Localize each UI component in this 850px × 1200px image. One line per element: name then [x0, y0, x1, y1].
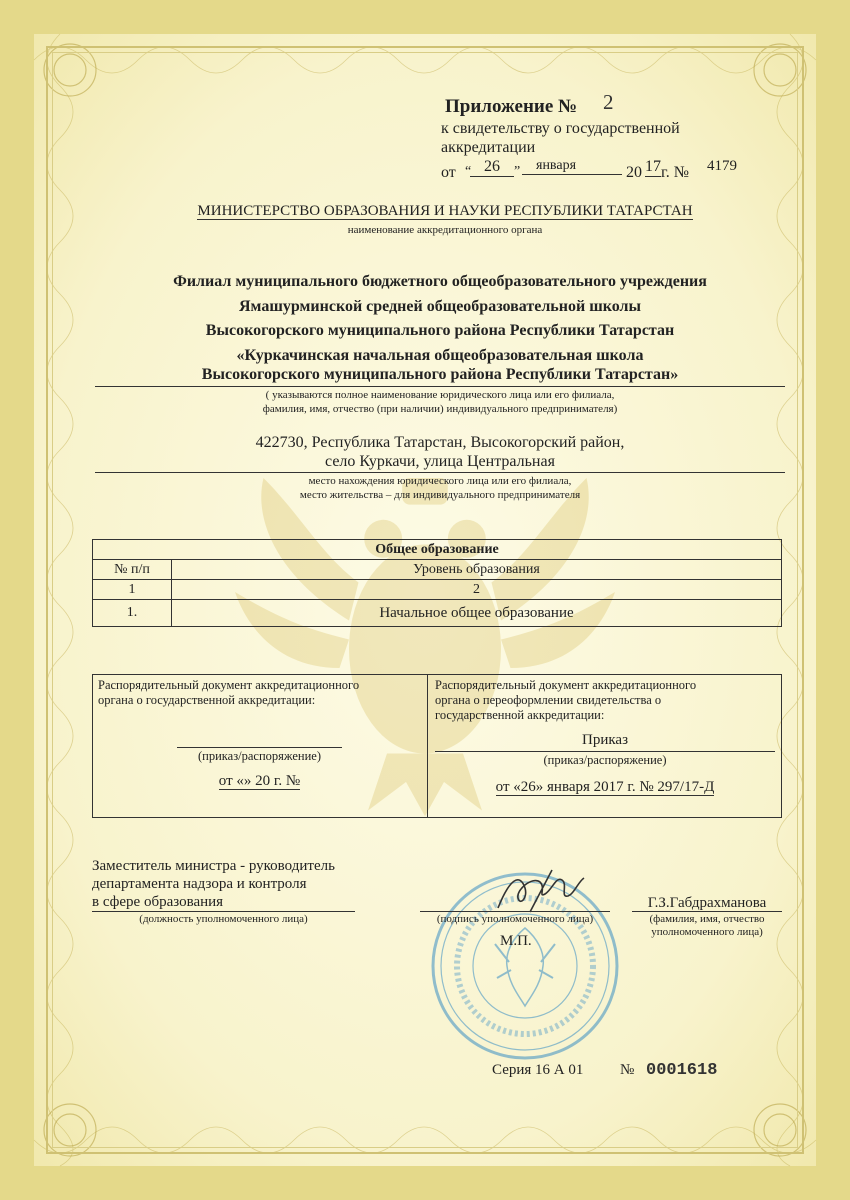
year-prefix: 20 [626, 164, 642, 181]
name-caption-2: уполномоченного лица) [651, 926, 763, 938]
signature-caption: (подпись уполномоченного лица) [436, 913, 594, 925]
org-caption-2: фамилия, имя, отчество (при наличии) индивидуального предпринимателя) [262, 403, 618, 415]
right-heading-2: органа о переоформлении свидетельства о [435, 693, 662, 707]
col-header-number: № п/п [93, 560, 172, 580]
org-line-1: Филиал муниципального бюджетного общеобразовательного учреждения [173, 273, 707, 290]
right-date: от «26» января 2017 г. № 297/17-Д [495, 779, 715, 795]
education-table [92, 539, 782, 627]
series-number-label: № [620, 1062, 635, 1078]
certificate-page: Приложение № 2 к свидетельству о государственной аккредитации от “ 26 ” января 20 17 г. № 4179 МИНИСТЕРСТВО ОБРАЗОВАНИЯ И НАУКИ РЕСПУБЛИКИ ТАТАРСТАН наименование аккредитационного органа Филиал муниципального бюджетного общеобразовательного учреждения Ямашурминской средней общеобразовательной школы Высокогорского муниципального района Республики Татарстан «Куркачинская начальная общеобразовательная школа Высокогорского муниципального района Республики Татарстан» ( указываются полное наименование юридического лица или его филиала, фамилия, имя, отчество (при наличии) индивидуального предпринимателя) 422730, Республика Татарстан, Высокогорский район, село Куркачи, улица Центральная место нахождения юридического лица или его филиала, место жительства – для индивидуального предпринимателя Общее образование № п/п Уровень образования 1 2 1. Начальное общее образование Распорядительный документ аккредитационного органа о государственной аккредитации: (приказ/распоряжение) от «» 20 г. № Распорядительный документ аккредитационного органа о переоформлении свидетельства о государственной аккредитации: Приказ (приказ/распоряжение) от «26» января 2017 г. № 297/17-Д Заместитель министра - руководитель департамента надзора и контроля в сфере образования (должность уполномоченного лица) (подпись уполномоченного лица) М.П. Г.З.Габдрахманова (фамилия, имя, отчество уполномоченного лица) Серия 16 А 01 № 0001618 [0, 0, 850, 1200]
registration-number: 4179 [707, 158, 737, 174]
right-heading-1: Распорядительный документ аккредитационного [435, 678, 697, 692]
org-line-4: «Куркачинская начальная общеобразовательная школа [236, 347, 644, 364]
position-line-2: департамента надзора и контроля [92, 876, 307, 892]
appendix-number: 2 [603, 90, 614, 114]
address-line-2: село Куркачи, улица Центральная [325, 453, 555, 470]
name-caption-1: (фамилия, имя, отчество [649, 913, 765, 925]
org-line-5: Высокогорского муниципального района Республики Татарстан» [201, 366, 679, 383]
right-doc-line [435, 751, 775, 752]
name-underline [632, 911, 782, 912]
left-heading-1: Распорядительный документ аккредитационного [98, 678, 360, 692]
table-row [93, 600, 782, 627]
org-line-2: Ямашурминской средней общеобразовательной школы [239, 298, 641, 315]
signatory-name: Г.З.Габдрахманова [647, 895, 767, 911]
position-underline [92, 911, 355, 912]
row-number: 1. [93, 600, 172, 627]
col-index-1: 1 [93, 580, 172, 600]
education-table-title: Общее образование [93, 540, 782, 560]
row-level: Начальное общее образование [172, 600, 782, 627]
address-underline [95, 472, 785, 473]
position-caption: (должность уполномоченного лица) [139, 913, 308, 925]
authority-caption: наименование аккредитационного органа [347, 224, 543, 236]
accreditation-docs-box [92, 674, 782, 818]
address-line-1: 422730, Республика Татарстан, Высокогорский район, [255, 434, 625, 451]
col-index-2: 2 [172, 580, 782, 600]
left-date: от «» 20 г. № [218, 773, 301, 789]
left-caption: (приказ/распоряжение) [197, 749, 322, 763]
appendix-line1: к свидетельству о государственной [441, 120, 680, 137]
right-doc-type: Приказ [581, 732, 628, 748]
seal-label: М.П. [500, 933, 532, 949]
certificate-month: января [522, 158, 622, 175]
series-label: Серия 16 А 01 [492, 1062, 584, 1078]
org-line-3: Высокогорского муниципального района Республики Татарстан [205, 322, 675, 339]
appendix-title: Приложение № [445, 96, 578, 117]
year-suffix: 17 [645, 158, 661, 175]
org-underline [95, 386, 785, 387]
left-doc-line [177, 747, 342, 748]
address-caption-1: место нахождения юридического лица или его филиала, [308, 475, 572, 487]
right-heading-3: государственной аккредитации: [435, 708, 605, 722]
position-line-3: в сфере образования [92, 894, 224, 910]
date-prefix: от [441, 164, 456, 181]
authority-name: МИНИСТЕРСТВО ОБРАЗОВАНИЯ И НАУКИ РЕСПУБЛИКИ ТАТАРСТАН [197, 203, 693, 219]
left-heading-2: органа о государственной аккредитации: [98, 693, 316, 707]
signature-underline [420, 911, 610, 912]
org-caption-1: ( указываются полное наименование юридического лица или его филиала, [265, 389, 615, 401]
address-caption-2: место жительства – для индивидуального предпринимателя [299, 489, 581, 501]
right-caption: (приказ/распоряжение) [543, 753, 667, 767]
col-header-level: Уровень образования [172, 560, 782, 580]
series-number: 0001618 [646, 1061, 718, 1080]
certificate-day: 26 [470, 158, 514, 177]
position-line-1: Заместитель министра - руководитель [92, 858, 335, 874]
appendix-line2: аккредитации [441, 139, 536, 156]
registration-label: г. № [661, 164, 690, 181]
